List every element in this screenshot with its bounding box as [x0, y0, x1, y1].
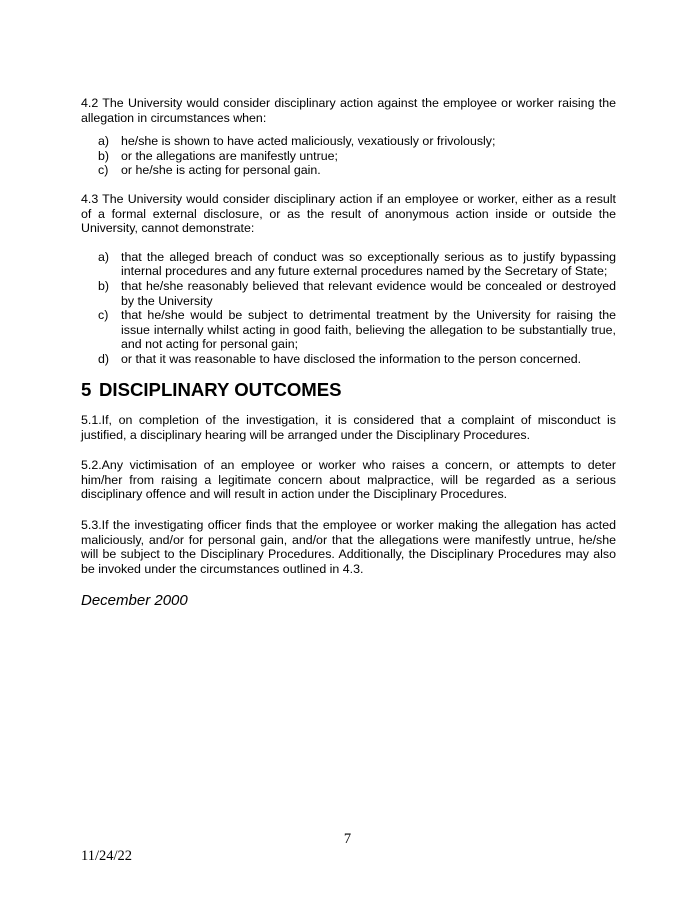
list-item-text: that he/she would be subject to detrimental treatment by the University for raising the issue internally whilst acting in good faith, believing the allegation to be substantially true, and not acting for personal gain;	[121, 308, 616, 352]
footer-date: 11/24/22	[81, 848, 133, 864]
section-number: 5	[81, 378, 92, 400]
list-marker: b)	[98, 148, 110, 163]
list-item	[81, 308, 616, 352]
list-4-2	[81, 134, 616, 178]
list-marker: c)	[98, 308, 109, 323]
list-marker: a)	[98, 134, 110, 149]
list-marker: a)	[98, 249, 110, 264]
section-heading	[81, 378, 616, 400]
list-item	[81, 352, 616, 367]
paragraph-5-1: 5.1.If, on completion of the investigation, it is considered that a complaint of misconduct is justified, a disciplinary hearing will be arranged under the Disciplinary Procedures.	[81, 413, 616, 442]
list-item	[81, 163, 616, 178]
list-item	[81, 250, 616, 279]
list-marker: d)	[98, 351, 110, 366]
list-item-text: or that it was reasonable to have disclosed the information to the person concerned.	[121, 351, 582, 366]
list-item-text: that he/she reasonably believed that relevant evidence would be concealed or destroyed by the University	[121, 278, 616, 308]
list-item	[81, 279, 616, 308]
list-4-3	[81, 250, 616, 367]
document-body	[81, 96, 616, 610]
list-item	[81, 149, 616, 164]
paragraph-5-3: 5.3.If the investigating officer finds that the employee or worker making the allegation has acted maliciously, and/or for personal gain, and/or that the allegations were manifestly untrue, he/she will be subject to the Disciplinary Procedures. Additionally, the Disciplinary Procedures may also be invoked under the circumstances outlined in 4.3.	[81, 518, 616, 576]
list-item-text: he/she is shown to have acted maliciously, vexatiously or frivolously;	[121, 134, 496, 149]
paragraph-5-2: 5.2.Any victimisation of an employee or worker who raises a concern, or attempts to deter him/her from raising a legitimate concern about malpractice, will be regarded as a serious disciplinary offence and will result in action under the Disciplinary Procedures.	[81, 458, 616, 502]
list-item-text: or he/she is acting for personal gain.	[121, 163, 321, 178]
document-date: December 2000	[81, 592, 188, 610]
list-item	[81, 134, 616, 149]
section-title: DISCIPLINARY OUTCOMES	[99, 378, 342, 400]
paragraph-4-2: 4.2 The University would consider disciplinary action against the employee or worker raising the allegation in circumstances when:	[81, 96, 616, 125]
list-item-text: or the allegations are manifestly untrue;	[121, 148, 338, 163]
list-marker: b)	[98, 278, 110, 293]
list-marker: c)	[98, 163, 109, 178]
list-item-text: that the alleged breach of conduct was so exceptionally serious as to justify bypassing internal procedures and any future external procedures named by the Secretary of State;	[121, 249, 616, 279]
page-number: 7	[343, 831, 352, 847]
paragraph-4-3: 4.3 The University would consider disciplinary action if an employee or worker, either as a result of a formal external disclosure, or as the result of anonymous action inside or outside the University, cannot demonstrate:	[81, 191, 616, 236]
